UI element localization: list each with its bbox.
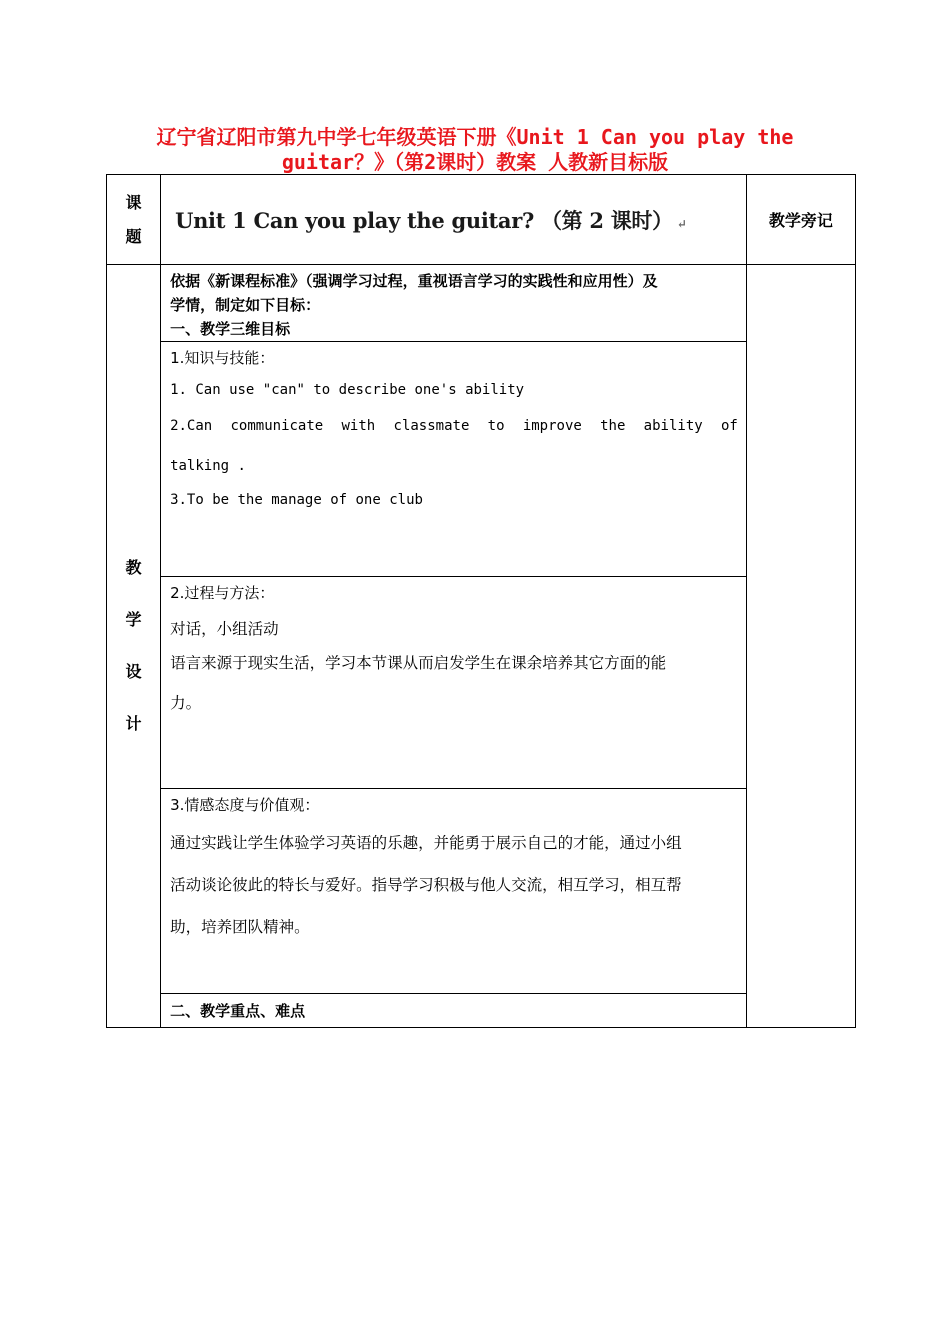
intro-line: 学情，制定如下目标： (170, 296, 321, 314)
knowledge-skills-row (107, 342, 856, 577)
key-points-heading: 二、教学重点、难点 (161, 994, 747, 1028)
side-notes-cell (746, 265, 855, 1028)
section-heading: 2.过程与方法： (170, 584, 275, 602)
design-label-char: 教 (125, 558, 142, 577)
attitude-values-cell (161, 789, 747, 994)
body-line: 对话，小组活动 (170, 620, 279, 638)
process-method-cell (161, 577, 747, 789)
topic-row (107, 175, 856, 265)
design-label-char: 学 (125, 610, 142, 629)
side-notes-header: 教学旁记 (746, 175, 855, 265)
lesson-plan-table (106, 174, 856, 1028)
objective-item-continued: talking . (170, 458, 246, 474)
intro-line: 依据《新课程标准》（强调学习过程，重视语言学习的实践性和应用性）及 (170, 272, 658, 290)
document-title (100, 125, 850, 175)
paragraph-mark-icon: ↵ (676, 216, 687, 231)
objective-item: 2.Can communicate with classmate to improve the ability of (170, 418, 738, 434)
objective-item: 1. Can use "can" to describe one's ability (170, 382, 525, 398)
intro-line: 一、教学三维目标 (170, 320, 291, 338)
section-heading: 1.知识与技能： (170, 349, 275, 367)
objective-item: 3.To be the manage of one club (170, 492, 423, 508)
document-title-line-2: guitar？》（第2课时）教案 人教新目标版 (281, 150, 669, 174)
body-line: 助，培养团队精神。 (170, 918, 310, 936)
intro-cell (161, 265, 747, 342)
process-method-row (107, 577, 856, 789)
design-label-char: 设 (125, 662, 142, 681)
topic-label-char: 课 (125, 192, 142, 212)
document-title-line-1: 辽宁省辽阳市第九中学七年级英语下册《Unit 1 Can you play the (156, 125, 794, 149)
key-points-row (107, 994, 856, 1028)
topic-label-cell (107, 175, 161, 265)
body-line: 通过实践让学生体验学习英语的乐趣，并能勇于展示自己的才能，通过小组 (170, 834, 682, 852)
intro-row (107, 265, 856, 342)
design-label-char: 计 (125, 714, 142, 733)
topic-label-char: 题 (125, 226, 142, 246)
attitude-values-row (107, 789, 856, 994)
section-heading: 3.情感态度与价值观： (170, 796, 320, 814)
body-line: 活动谈论彼此的特长与爱好。指导学习积极与他人交流，相互学习，相互帮 (170, 876, 682, 894)
unit-heading-cell (161, 175, 747, 265)
body-line: 力。 (170, 694, 202, 712)
knowledge-skills-cell (161, 342, 747, 577)
body-line: 语言来源于现实生活，学习本节课从而启发学生在课余培养其它方面的能 (170, 654, 667, 672)
design-label-cell (107, 265, 161, 1028)
unit-heading: Unit 1 Can you play the guitar? （第 2 课时） (175, 207, 673, 233)
